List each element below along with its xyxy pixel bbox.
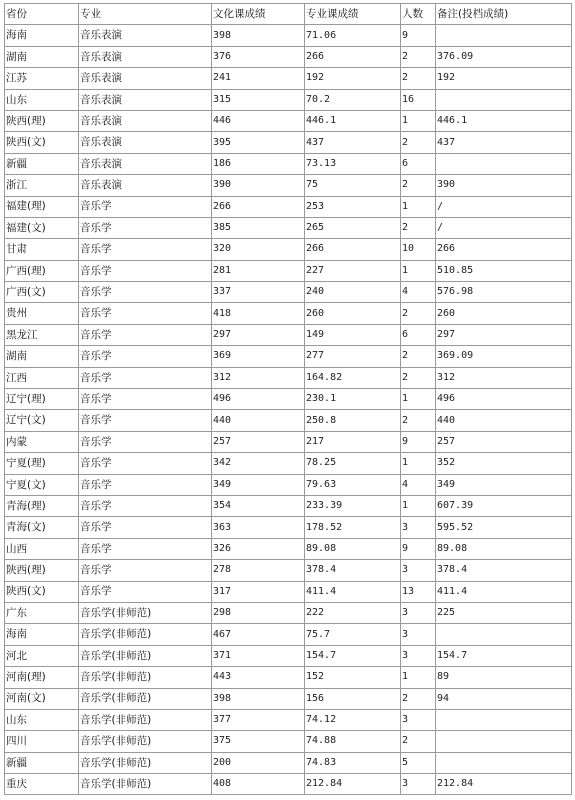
cell-major: 音乐学	[79, 217, 212, 238]
cell-major: 音乐学	[79, 324, 212, 345]
table-row	[5, 303, 572, 324]
cell-major: 音乐表演	[79, 46, 212, 67]
admission-score-table	[4, 3, 572, 795]
table-row	[5, 324, 572, 345]
cell-province: 江苏	[5, 68, 79, 89]
cell-province: 陕西(文)	[5, 132, 79, 153]
cell-major: 音乐学(非师范)	[79, 688, 212, 709]
cell-culture-score: 371	[212, 645, 305, 666]
cell-major: 音乐学	[79, 538, 212, 559]
cell-major: 音乐学	[79, 282, 212, 303]
cell-major: 音乐学(非师范)	[79, 602, 212, 623]
cell-culture-score: 278	[212, 560, 305, 581]
cell-culture-score: 418	[212, 303, 305, 324]
cell-major: 音乐学(非师范)	[79, 774, 212, 795]
cell-province: 青海(文)	[5, 517, 79, 538]
cell-major: 音乐学	[79, 303, 212, 324]
cell-province: 广东	[5, 602, 79, 623]
cell-major-score: 222	[305, 602, 401, 623]
cell-culture-score: 349	[212, 474, 305, 495]
cell-count: 2	[401, 303, 436, 324]
cell-province: 山东	[5, 89, 79, 110]
cell-major-score: 73.13	[305, 153, 401, 174]
table-row	[5, 367, 572, 388]
cell-count: 16	[401, 89, 436, 110]
table-row	[5, 474, 572, 495]
cell-culture-score: 342	[212, 453, 305, 474]
table-row	[5, 389, 572, 410]
cell-culture-score: 440	[212, 410, 305, 431]
cell-major: 音乐学	[79, 389, 212, 410]
cell-remark: 257	[436, 431, 572, 452]
cell-province: 浙江	[5, 175, 79, 196]
cell-remark: 94	[436, 688, 572, 709]
cell-major-score: 74.12	[305, 709, 401, 730]
table-row	[5, 709, 572, 730]
header-major-score: 专业课成绩	[305, 4, 401, 25]
cell-province: 黑龙江	[5, 324, 79, 345]
cell-count: 3	[401, 624, 436, 645]
header-culture-score: 文化课成绩	[212, 4, 305, 25]
cell-major: 音乐表演	[79, 175, 212, 196]
cell-remark	[436, 709, 572, 730]
cell-count: 3	[401, 709, 436, 730]
table-row	[5, 667, 572, 688]
cell-province: 新疆	[5, 153, 79, 174]
table-row	[5, 175, 572, 196]
cell-major-score: 75	[305, 175, 401, 196]
cell-remark: 352	[436, 453, 572, 474]
cell-major-score: 277	[305, 346, 401, 367]
cell-province: 辽宁(文)	[5, 410, 79, 431]
cell-culture-score: 385	[212, 217, 305, 238]
cell-province: 湖南	[5, 46, 79, 67]
table-row	[5, 538, 572, 559]
cell-major-score: 152	[305, 667, 401, 688]
cell-major-score: 253	[305, 196, 401, 217]
table-row	[5, 495, 572, 516]
cell-major-score: 212.84	[305, 774, 401, 795]
cell-culture-score: 315	[212, 89, 305, 110]
cell-culture-score: 408	[212, 774, 305, 795]
cell-remark: 437	[436, 132, 572, 153]
cell-culture-score: 376	[212, 46, 305, 67]
cell-culture-score: 398	[212, 688, 305, 709]
table-row	[5, 453, 572, 474]
cell-province: 青海(理)	[5, 495, 79, 516]
cell-province: 广西(文)	[5, 282, 79, 303]
cell-province: 四川	[5, 731, 79, 752]
cell-province: 陕西(理)	[5, 560, 79, 581]
cell-major: 音乐学	[79, 581, 212, 602]
cell-culture-score: 320	[212, 239, 305, 260]
table-row	[5, 346, 572, 367]
cell-remark: 260	[436, 303, 572, 324]
cell-major: 音乐学	[79, 517, 212, 538]
cell-remark: 89.08	[436, 538, 572, 559]
cell-major: 音乐学	[79, 260, 212, 281]
cell-culture-score: 467	[212, 624, 305, 645]
cell-province: 山东	[5, 709, 79, 730]
cell-major-score: 240	[305, 282, 401, 303]
cell-major-score: 79.63	[305, 474, 401, 495]
cell-remark: 390	[436, 175, 572, 196]
score-table-container	[4, 3, 572, 795]
cell-province: 辽宁(理)	[5, 389, 79, 410]
cell-culture-score: 200	[212, 752, 305, 773]
cell-province: 新疆	[5, 752, 79, 773]
cell-major-score: 446.1	[305, 110, 401, 131]
cell-province: 宁夏(理)	[5, 453, 79, 474]
cell-major: 音乐表演	[79, 25, 212, 46]
cell-major-score: 192	[305, 68, 401, 89]
cell-count: 3	[401, 645, 436, 666]
cell-major: 音乐学	[79, 239, 212, 260]
cell-province: 河南(理)	[5, 667, 79, 688]
cell-remark: 595.52	[436, 517, 572, 538]
cell-culture-score: 337	[212, 282, 305, 303]
cell-major-score: 154.7	[305, 645, 401, 666]
table-row	[5, 774, 572, 795]
cell-remark: 376.09	[436, 46, 572, 67]
cell-count: 1	[401, 389, 436, 410]
cell-province: 重庆	[5, 774, 79, 795]
cell-major: 音乐学	[79, 431, 212, 452]
cell-major-score: 437	[305, 132, 401, 153]
cell-culture-score: 443	[212, 667, 305, 688]
cell-major: 音乐学	[79, 410, 212, 431]
cell-culture-score: 281	[212, 260, 305, 281]
cell-count: 1	[401, 667, 436, 688]
cell-major-score: 178.52	[305, 517, 401, 538]
cell-province: 福建(文)	[5, 217, 79, 238]
cell-remark: 446.1	[436, 110, 572, 131]
cell-major-score: 265	[305, 217, 401, 238]
cell-culture-score: 186	[212, 153, 305, 174]
cell-major-score: 378.4	[305, 560, 401, 581]
cell-count: 2	[401, 46, 436, 67]
cell-count: 4	[401, 474, 436, 495]
table-row	[5, 560, 572, 581]
cell-major: 音乐学	[79, 560, 212, 581]
table-row	[5, 624, 572, 645]
cell-major-score: 266	[305, 239, 401, 260]
cell-major: 音乐学	[79, 196, 212, 217]
cell-major-score: 227	[305, 260, 401, 281]
cell-count: 2	[401, 68, 436, 89]
cell-count: 6	[401, 324, 436, 345]
cell-province: 甘肃	[5, 239, 79, 260]
table-row	[5, 25, 572, 46]
cell-count: 1	[401, 260, 436, 281]
cell-culture-score: 369	[212, 346, 305, 367]
table-header-row	[5, 4, 572, 25]
cell-major: 音乐学(非师范)	[79, 667, 212, 688]
cell-count: 2	[401, 410, 436, 431]
table-row	[5, 688, 572, 709]
table-row	[5, 602, 572, 623]
cell-count: 1	[401, 196, 436, 217]
cell-count: 10	[401, 239, 436, 260]
cell-remark	[436, 89, 572, 110]
cell-major-score: 75.7	[305, 624, 401, 645]
cell-remark: 266	[436, 239, 572, 260]
cell-count: 9	[401, 25, 436, 46]
cell-province: 陕西(理)	[5, 110, 79, 131]
cell-count: 5	[401, 752, 436, 773]
table-row	[5, 752, 572, 773]
cell-remark: 154.7	[436, 645, 572, 666]
cell-culture-score: 398	[212, 25, 305, 46]
cell-major: 音乐学	[79, 474, 212, 495]
table-row	[5, 217, 572, 238]
cell-remark	[436, 624, 572, 645]
table-row	[5, 731, 572, 752]
cell-count: 3	[401, 774, 436, 795]
table-row	[5, 410, 572, 431]
table-row	[5, 68, 572, 89]
cell-province: 湖南	[5, 346, 79, 367]
cell-province: 内蒙	[5, 431, 79, 452]
cell-culture-score: 266	[212, 196, 305, 217]
cell-province: 河北	[5, 645, 79, 666]
cell-remark: 225	[436, 602, 572, 623]
cell-major-score: 230.1	[305, 389, 401, 410]
cell-province: 海南	[5, 624, 79, 645]
cell-remark: 496	[436, 389, 572, 410]
table-row	[5, 46, 572, 67]
cell-major: 音乐表演	[79, 68, 212, 89]
cell-culture-score: 312	[212, 367, 305, 388]
cell-major-score: 74.83	[305, 752, 401, 773]
cell-major-score: 260	[305, 303, 401, 324]
cell-remark	[436, 752, 572, 773]
cell-count: 3	[401, 560, 436, 581]
cell-remark: 510.85	[436, 260, 572, 281]
cell-major: 音乐学(非师范)	[79, 752, 212, 773]
cell-province: 广西(理)	[5, 260, 79, 281]
header-province: 省份	[5, 4, 79, 25]
cell-major-score: 164.82	[305, 367, 401, 388]
table-row	[5, 196, 572, 217]
cell-culture-score: 317	[212, 581, 305, 602]
cell-major-score: 156	[305, 688, 401, 709]
cell-province: 江西	[5, 367, 79, 388]
cell-major: 音乐学	[79, 453, 212, 474]
cell-remark: 411.4	[436, 581, 572, 602]
cell-province: 海南	[5, 25, 79, 46]
cell-major-score: 217	[305, 431, 401, 452]
cell-remark: 212.84	[436, 774, 572, 795]
cell-major: 音乐表演	[79, 132, 212, 153]
cell-count: 3	[401, 602, 436, 623]
cell-count: 2	[401, 346, 436, 367]
cell-culture-score: 375	[212, 731, 305, 752]
cell-count: 3	[401, 517, 436, 538]
cell-major: 音乐表演	[79, 89, 212, 110]
cell-count: 1	[401, 110, 436, 131]
cell-count: 13	[401, 581, 436, 602]
table-row	[5, 645, 572, 666]
cell-remark: 349	[436, 474, 572, 495]
cell-count: 6	[401, 153, 436, 174]
cell-count: 2	[401, 132, 436, 153]
cell-remark: 369.09	[436, 346, 572, 367]
cell-count: 2	[401, 731, 436, 752]
cell-major: 音乐学(非师范)	[79, 709, 212, 730]
cell-culture-score: 326	[212, 538, 305, 559]
table-row	[5, 89, 572, 110]
cell-culture-score: 496	[212, 389, 305, 410]
cell-remark: 297	[436, 324, 572, 345]
cell-culture-score: 377	[212, 709, 305, 730]
cell-major: 音乐学(非师范)	[79, 645, 212, 666]
cell-remark: 576.98	[436, 282, 572, 303]
cell-province: 河南(文)	[5, 688, 79, 709]
table-row	[5, 153, 572, 174]
table-row	[5, 517, 572, 538]
cell-major: 音乐学	[79, 367, 212, 388]
cell-count: 1	[401, 453, 436, 474]
cell-major-score: 411.4	[305, 581, 401, 602]
cell-culture-score: 298	[212, 602, 305, 623]
cell-culture-score: 354	[212, 495, 305, 516]
cell-remark: 607.39	[436, 495, 572, 516]
cell-culture-score: 257	[212, 431, 305, 452]
cell-major-score: 71.06	[305, 25, 401, 46]
cell-province: 福建(理)	[5, 196, 79, 217]
cell-major: 音乐表演	[79, 110, 212, 131]
cell-culture-score: 297	[212, 324, 305, 345]
cell-remark: 440	[436, 410, 572, 431]
cell-count: 4	[401, 282, 436, 303]
cell-remark: 89	[436, 667, 572, 688]
table-row	[5, 260, 572, 281]
cell-culture-score: 446	[212, 110, 305, 131]
cell-remark: 312	[436, 367, 572, 388]
cell-province: 山西	[5, 538, 79, 559]
cell-culture-score: 241	[212, 68, 305, 89]
table-row	[5, 431, 572, 452]
cell-culture-score: 395	[212, 132, 305, 153]
cell-major-score: 250.8	[305, 410, 401, 431]
cell-major-score: 233.39	[305, 495, 401, 516]
cell-remark: /	[436, 196, 572, 217]
cell-culture-score: 390	[212, 175, 305, 196]
cell-major: 音乐表演	[79, 153, 212, 174]
cell-remark	[436, 731, 572, 752]
cell-culture-score: 363	[212, 517, 305, 538]
table-row	[5, 282, 572, 303]
cell-province: 贵州	[5, 303, 79, 324]
cell-count: 2	[401, 688, 436, 709]
cell-major-score: 78.25	[305, 453, 401, 474]
table-row	[5, 132, 572, 153]
table-row	[5, 581, 572, 602]
cell-major-score: 89.08	[305, 538, 401, 559]
header-remark: 备注(投档成绩)	[436, 4, 572, 25]
cell-major-score: 70.2	[305, 89, 401, 110]
cell-major-score: 74.88	[305, 731, 401, 752]
cell-count: 2	[401, 217, 436, 238]
table-row	[5, 239, 572, 260]
cell-major-score: 149	[305, 324, 401, 345]
cell-major: 音乐学(非师范)	[79, 731, 212, 752]
cell-major: 音乐学	[79, 495, 212, 516]
cell-count: 1	[401, 495, 436, 516]
cell-count: 9	[401, 538, 436, 559]
header-count: 人数	[401, 4, 436, 25]
cell-province: 陕西(文)	[5, 581, 79, 602]
cell-remark: 378.4	[436, 560, 572, 581]
cell-major: 音乐学(非师范)	[79, 624, 212, 645]
cell-count: 9	[401, 431, 436, 452]
cell-province: 宁夏(文)	[5, 474, 79, 495]
cell-count: 2	[401, 175, 436, 196]
cell-remark	[436, 153, 572, 174]
cell-remark	[436, 25, 572, 46]
header-major: 专业	[79, 4, 212, 25]
cell-remark: 192	[436, 68, 572, 89]
cell-remark: /	[436, 217, 572, 238]
cell-major: 音乐学	[79, 346, 212, 367]
table-row	[5, 110, 572, 131]
cell-major-score: 266	[305, 46, 401, 67]
cell-count: 2	[401, 367, 436, 388]
